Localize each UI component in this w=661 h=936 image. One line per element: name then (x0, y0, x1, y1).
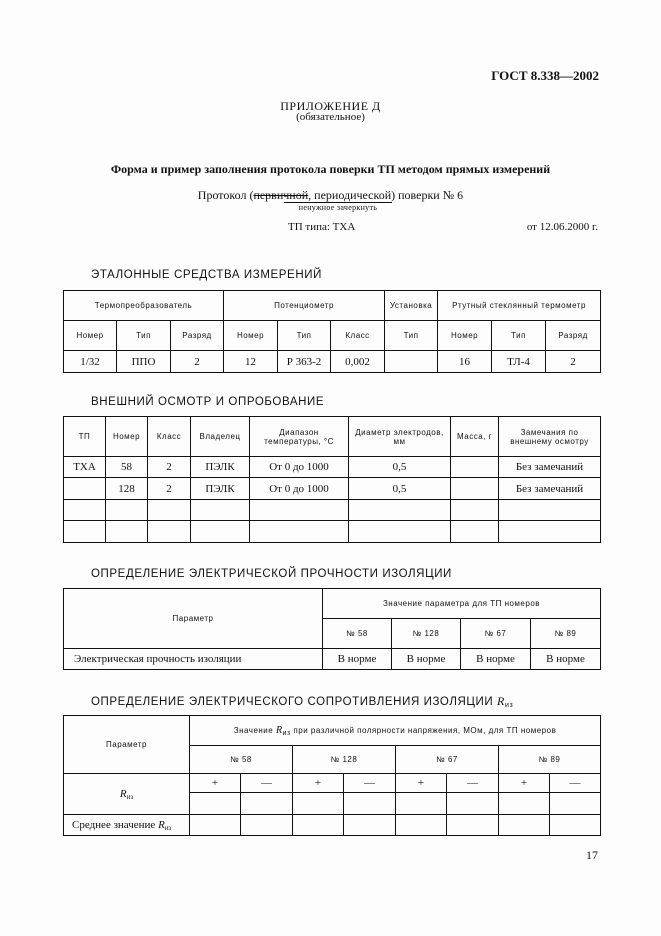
resistance-number: № 89 (499, 746, 601, 774)
resistance-header-pre: Значение (233, 725, 276, 735)
visual-cell (64, 500, 106, 521)
polarity-sign: — (241, 774, 293, 793)
resistance-row-label (64, 774, 190, 815)
etalon-col: Номер (64, 321, 117, 351)
strength-number: № 67 (461, 619, 531, 649)
resistance-cell (396, 793, 447, 815)
resistance-title-sub: из (504, 702, 514, 709)
etalon-col: Разряд (546, 321, 601, 351)
resistance-cell (550, 793, 601, 815)
visual-cell: Без замечаний (499, 457, 601, 478)
resistance-cell (499, 815, 550, 836)
etalon-cell (385, 351, 438, 373)
visual-header: Масса, г (451, 417, 499, 457)
resistance-cell (241, 815, 293, 836)
visual-cell (250, 521, 349, 543)
polarity-sign: + (293, 774, 344, 793)
polarity-sign: + (190, 774, 241, 793)
tp-date: от 12.06.2000 г. (526, 221, 598, 233)
visual-cell: От 0 до 1000 (250, 478, 349, 500)
resistance-avg-sub: из (164, 823, 172, 832)
strength-value: В норме (323, 649, 392, 670)
resistance-avg-text: Среднее значение (72, 818, 159, 831)
strength-number: № 128 (392, 619, 461, 649)
visual-cell (148, 500, 191, 521)
etalon-col: Класс (331, 321, 385, 351)
visual-header: Диапазон температуры, °С (250, 417, 349, 457)
etalon-group-potentiometer: Потенциометр (224, 291, 385, 321)
visual-cell (451, 500, 499, 521)
resistance-cell (241, 793, 293, 815)
tp-type: ТП типа: ТХА (288, 221, 356, 233)
form-title: Форма и пример заполнения протокола поверки ТП методом прямых измерений (110, 162, 551, 176)
etalon-group-mercury: Ртутный стеклянный термометр (438, 291, 601, 321)
resistance-number: № 128 (293, 746, 396, 774)
strength-value: В норме (461, 649, 531, 670)
section-etalon-title: ЭТАЛОННЫЕ СРЕДСТВА ИЗМЕРЕНИЙ (91, 269, 322, 281)
resistance-cell (447, 815, 499, 836)
resistance-number: № 67 (396, 746, 499, 774)
visual-header: Номер (106, 417, 148, 457)
visual-header: Замечания по внешнему осмотру (499, 417, 601, 457)
polarity-sign: — (550, 774, 601, 793)
section-resistance-title (91, 694, 513, 709)
resistance-title-text: ОПРЕДЕЛЕНИЕ ЭЛЕКТРИЧЕСКОГО СОПРОТИВЛЕНИЯ ИЗОЛЯЦИИ (91, 696, 498, 708)
protocol-line (0, 188, 661, 203)
resistance-cell (293, 793, 344, 815)
table-row (64, 500, 601, 521)
visual-cell (499, 521, 601, 543)
resistance-title-symbol: R (497, 694, 505, 708)
etalon-cell: ТЛ-4 (492, 351, 546, 373)
etalon-cell: 1/32 (64, 351, 117, 373)
etalon-cell: 0,002 (331, 351, 385, 373)
visual-cell: 2 (148, 478, 191, 500)
etalon-cell: 12 (224, 351, 278, 373)
visual-cell: 0,5 (349, 478, 451, 500)
etalon-cell: 2 (171, 351, 224, 373)
etalon-col: Номер (224, 321, 278, 351)
visual-cell (451, 478, 499, 500)
resistance-header-symbol: R (275, 724, 283, 736)
visual-header: ТП (64, 417, 106, 457)
protocol-struck-word: первичной (253, 188, 309, 202)
visual-cell: ПЭЛК (191, 457, 250, 478)
section-visual-title: ВНЕШНИЙ ОСМОТР И ОПРОБОВАНИЕ (91, 396, 325, 408)
resistance-cell (344, 815, 396, 836)
strength-param-header: Параметр (64, 589, 323, 649)
strength-value: В норме (392, 649, 461, 670)
resistance-avg-label (64, 815, 190, 836)
etalon-col: Тип (117, 321, 171, 351)
polarity-sign: — (344, 774, 396, 793)
resistance-cell (550, 815, 601, 836)
visual-cell (64, 521, 106, 543)
resistance-cell (344, 793, 396, 815)
table-row (64, 521, 601, 543)
etalon-cell: Р 363-2 (278, 351, 331, 373)
strength-value: В норме (531, 649, 601, 670)
visual-cell: От 0 до 1000 (250, 457, 349, 478)
table-row (64, 478, 601, 500)
document-code: ГОСТ 8.338—2002 (491, 68, 599, 83)
resistance-param-header: Параметр (64, 716, 190, 774)
table-row (64, 457, 601, 478)
visual-cell (64, 478, 106, 500)
polarity-sign: + (499, 774, 550, 793)
etalon-cell: 16 (438, 351, 492, 373)
visual-cell: 128 (106, 478, 148, 500)
polarity-sign: — (447, 774, 499, 793)
strength-number: № 89 (531, 619, 601, 649)
protocol-prefix: Протокол ( (197, 188, 254, 202)
visual-cell (451, 457, 499, 478)
etalon-table (63, 290, 601, 373)
strength-value-header: Значение параметра для ТП номеров (323, 589, 601, 619)
resistance-cell (190, 815, 241, 836)
resistance-header-post: при различной полярности напряжения, МОм, для ТП номеров (290, 725, 557, 735)
etalon-group-installation: Установка (385, 291, 438, 321)
strike-note: ненужное зачеркнуть (284, 202, 392, 212)
etalon-col: Тип (278, 321, 331, 351)
resistance-avg-symbol: R (158, 818, 165, 831)
resistance-cell (293, 815, 344, 836)
visual-cell: ТХА (64, 457, 106, 478)
etalon-col: Тип (492, 321, 546, 351)
etalon-col: Разряд (171, 321, 224, 351)
strength-table (63, 588, 601, 670)
visual-cell (106, 500, 148, 521)
visual-cell (106, 521, 148, 543)
resistance-cell (396, 815, 447, 836)
visual-cell (250, 500, 349, 521)
resistance-table (63, 715, 601, 836)
visual-cell (148, 521, 191, 543)
visual-cell (499, 500, 601, 521)
etalon-cell: 2 (546, 351, 601, 373)
strength-number: № 58 (323, 619, 392, 649)
page-number: 17 (586, 848, 598, 862)
visual-header: Владелец (191, 417, 250, 457)
etalon-group-thermo: Термопреобразователь (64, 291, 224, 321)
protocol-rest: , периодической) поверки № 6 (308, 188, 464, 202)
visual-cell (191, 500, 250, 521)
visual-cell: 58 (106, 457, 148, 478)
visual-cell (191, 521, 250, 543)
resistance-cell (499, 793, 550, 815)
resistance-number: № 58 (190, 746, 293, 774)
resistance-header-sub: из (282, 729, 291, 737)
visual-cell: 0,5 (349, 457, 451, 478)
appendix-subtitle: (обязательное) (296, 111, 365, 123)
visual-cell: Без замечаний (499, 478, 601, 500)
resistance-row-sub: из (126, 792, 134, 801)
etalon-cell: ППО (117, 351, 171, 373)
resistance-value-header (190, 716, 601, 746)
visual-header: Диаметр электродов, мм (349, 417, 451, 457)
etalon-col: Номер (438, 321, 492, 351)
visual-header: Класс (148, 417, 191, 457)
resistance-cell (190, 793, 241, 815)
visual-table (63, 416, 601, 543)
polarity-sign: + (396, 774, 447, 793)
resistance-cell (447, 793, 499, 815)
etalon-col: Тип (385, 321, 438, 351)
section-strength-title: ОПРЕДЕЛЕНИЕ ЭЛЕКТРИЧЕСКОЙ ПРОЧНОСТИ ИЗОЛЯЦИИ (91, 568, 452, 580)
visual-cell (349, 521, 451, 543)
visual-cell (349, 500, 451, 521)
resistance-row-symbol: R (119, 787, 127, 800)
visual-cell (451, 521, 499, 543)
strength-row-label: Электрическая прочность изоляции (64, 649, 323, 670)
visual-cell: ПЭЛК (191, 478, 250, 500)
visual-cell: 2 (148, 457, 191, 478)
appendix-title: ПРИЛОЖЕНИЕ Д (280, 99, 381, 113)
